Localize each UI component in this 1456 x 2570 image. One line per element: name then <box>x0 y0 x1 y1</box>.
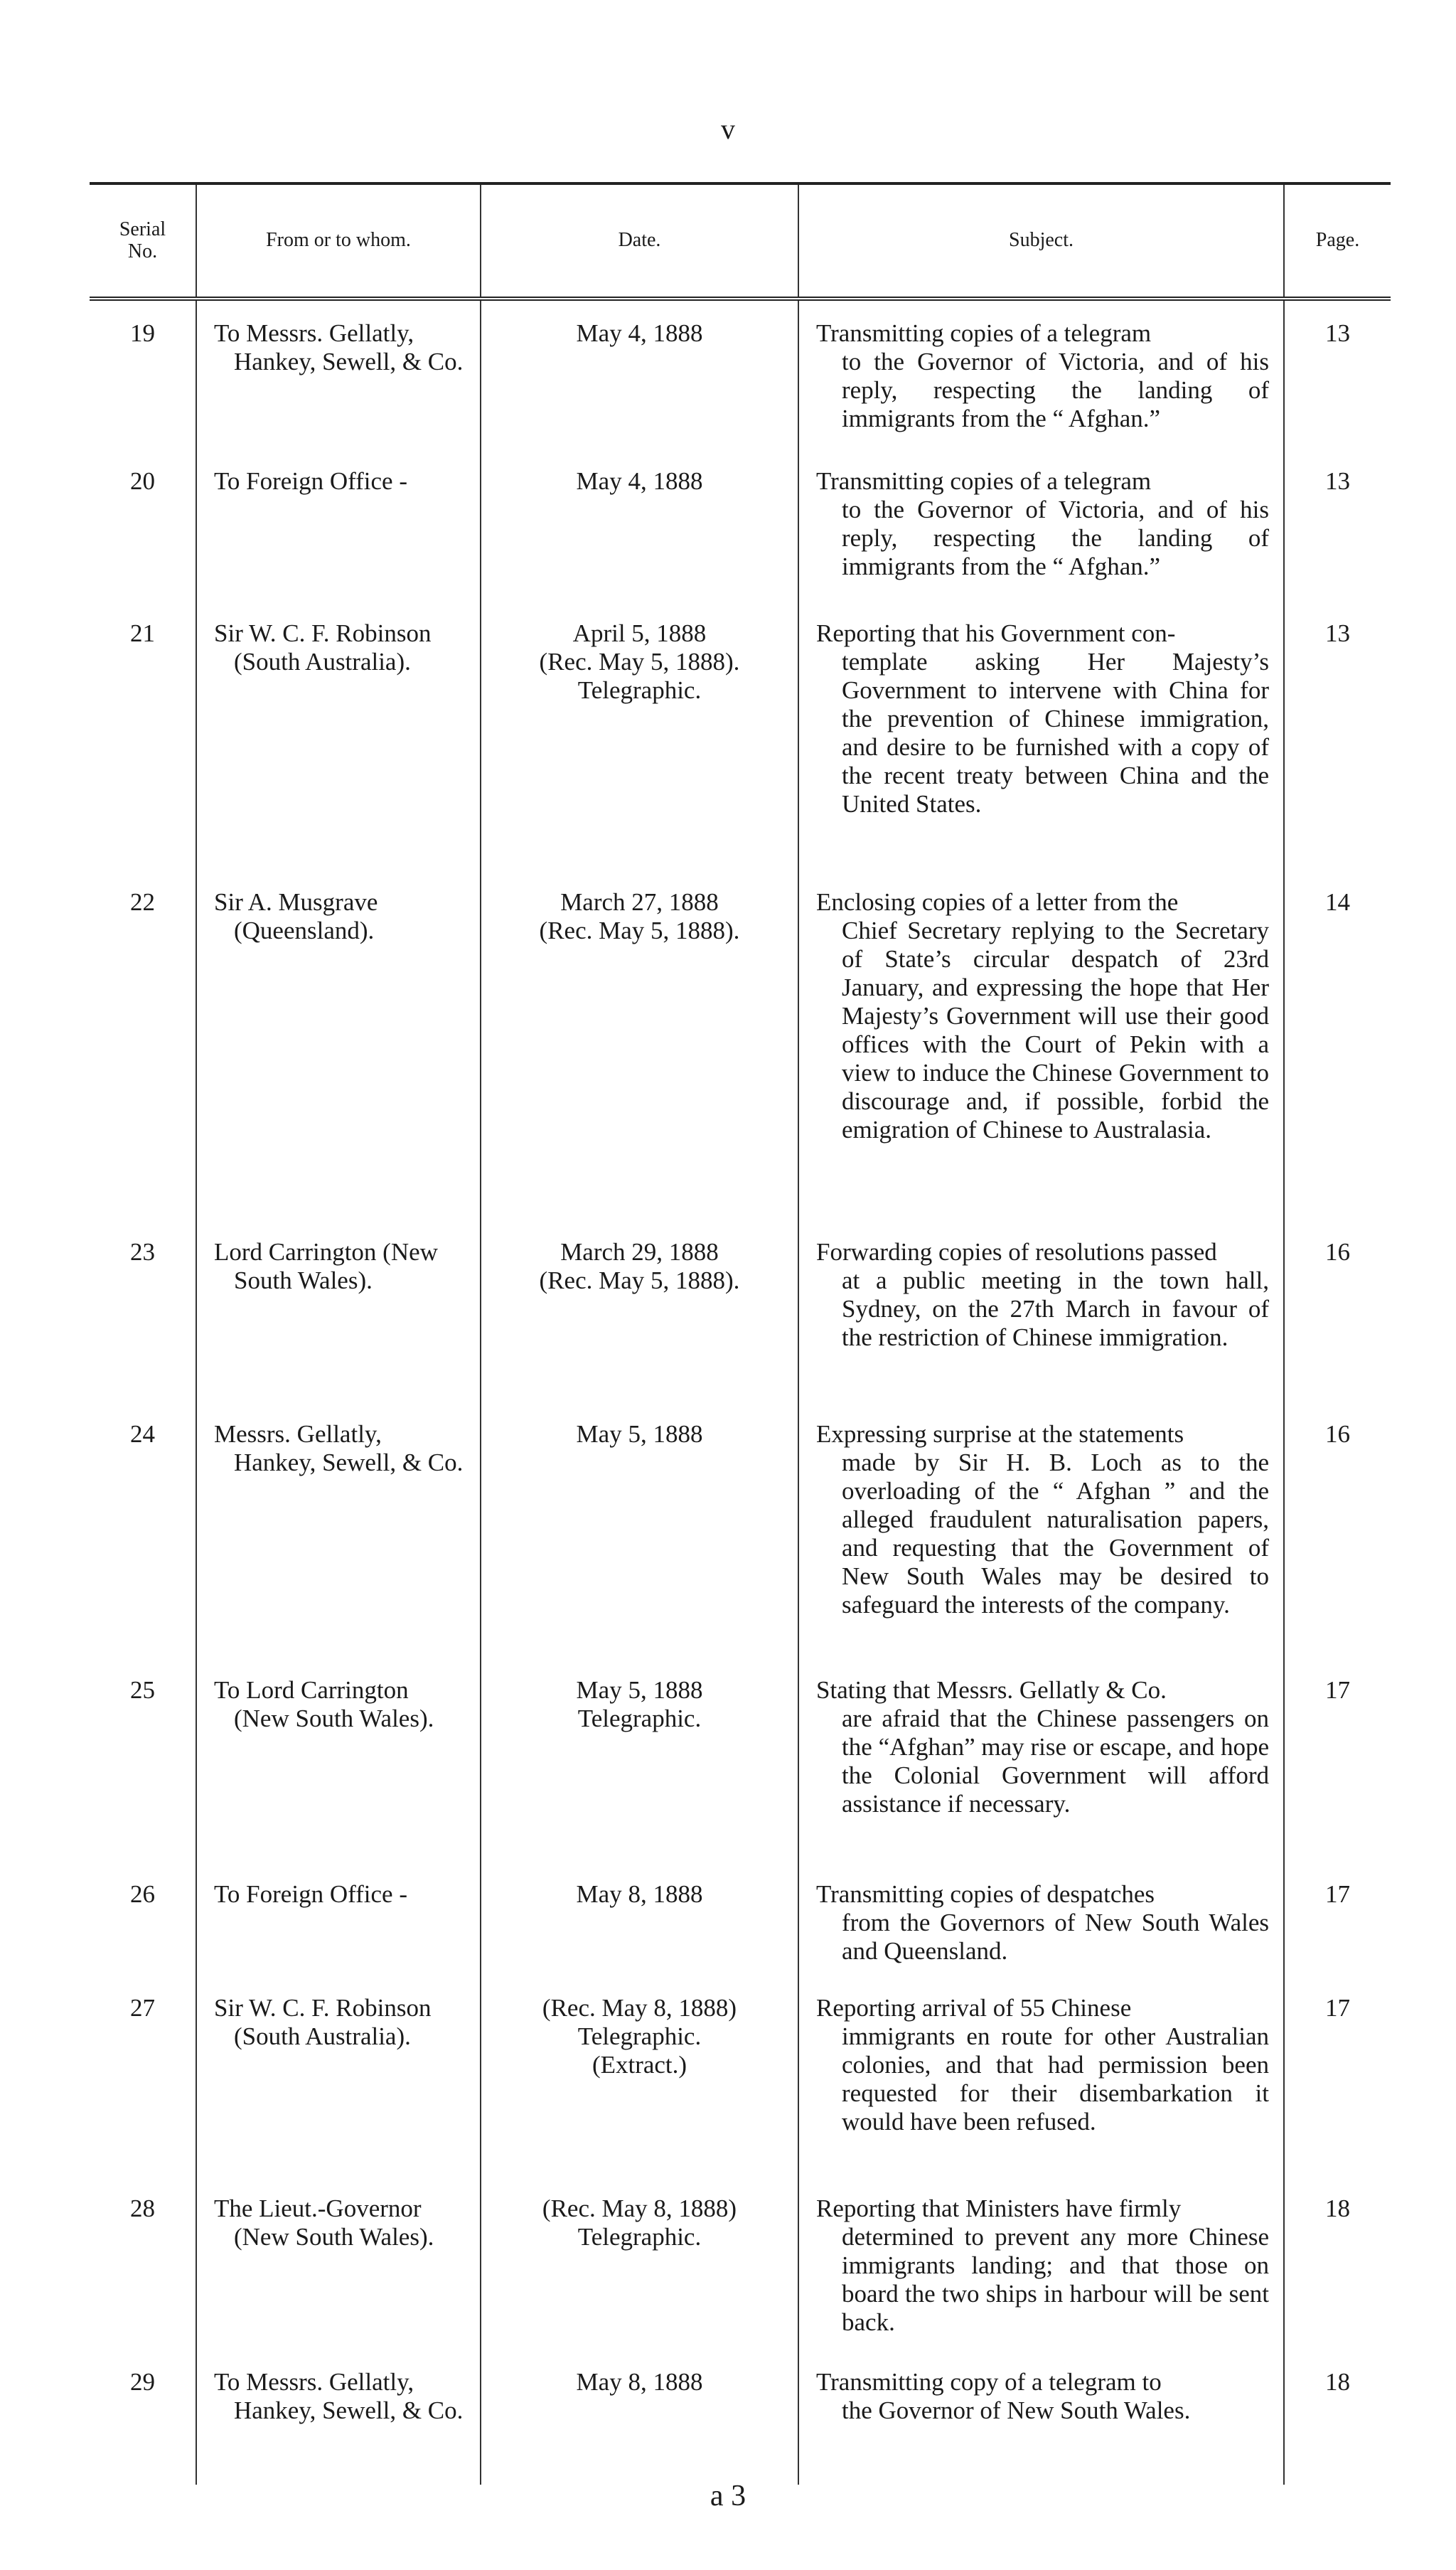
date-line: May 4, 1888 <box>576 319 703 347</box>
subject-text: Expressing surprise at the statements <box>816 1420 1184 1448</box>
header-date: Date. <box>481 183 798 299</box>
subject-text: Forwarding copies of resolutions passed <box>816 1238 1217 1266</box>
from-text: To Messrs. Gellatly, <box>214 2368 414 2396</box>
from-text-continued: (South Australia). <box>234 2022 411 2050</box>
subject-text-continued: template asking Her Majesty’s Government to intervene with China for the prevention of Chinese immigration, and desire to be furnished with a copy of the recent treaty between China and the United States. <box>842 648 1269 818</box>
date-cell <box>481 1402 798 1658</box>
from-text-continued: (Queensland). <box>234 917 375 944</box>
subject-text: Enclosing copies of a letter from the <box>816 888 1179 916</box>
subject-cell <box>798 1862 1284 1976</box>
table-row <box>90 1862 1391 1976</box>
table-row <box>90 449 1391 601</box>
subject-cell <box>798 601 1284 870</box>
date-line: Telegraphic. <box>577 2223 702 2251</box>
serial-cell: 25 <box>130 1676 155 1704</box>
subject-text-continued: immigrants en route for other Australian colonies, and that had permission been requested for their disembarkation it would have been refused. <box>842 2022 1269 2136</box>
subject-cell <box>798 1976 1284 2176</box>
serial-cell: 29 <box>130 2368 155 2396</box>
signature-mark: a 3 <box>710 2480 746 2512</box>
from-cell <box>196 601 481 870</box>
subject-cell <box>798 299 1284 449</box>
from-text: Sir A. Musgrave <box>214 888 378 916</box>
from-cell <box>196 449 481 601</box>
header-page: Page. <box>1284 183 1391 299</box>
serial-cell: 22 <box>130 888 155 916</box>
from-cell <box>196 1976 481 2176</box>
subject-text: Transmitting copy of a telegram to <box>816 2368 1162 2396</box>
date-line: May 8, 1888 <box>576 1880 703 1908</box>
from-cell <box>196 1220 481 1402</box>
page-cell: 13 <box>1284 299 1391 449</box>
from-text-continued: Hankey, Sewell, & Co. <box>234 348 464 375</box>
subject-text: Reporting arrival of 55 Chinese <box>816 1994 1132 2022</box>
subject-cell <box>798 1220 1284 1402</box>
from-text: The Lieut.-Governor <box>214 2195 422 2222</box>
from-text-continued: (New South Wales). <box>234 2223 434 2251</box>
page-cell: 17 <box>1284 1658 1391 1862</box>
serial-cell: 20 <box>130 467 155 495</box>
serial-cell: 28 <box>130 2195 155 2222</box>
subject-text: Reporting that Ministers have firmly <box>816 2195 1182 2222</box>
table-row <box>90 601 1391 870</box>
subject-cell <box>798 2176 1284 2350</box>
subject-text: Transmitting copies of a telegram <box>816 319 1152 347</box>
date-cell <box>481 2350 798 2485</box>
from-text-continued: (South Australia). <box>234 648 411 676</box>
from-text-continued: South Wales). <box>234 1267 373 1294</box>
date-line: (Rec. May 8, 1888) <box>542 2195 737 2222</box>
from-text-continued: (New South Wales). <box>234 1705 434 1732</box>
from-text: Sir W. C. F. Robinson <box>214 1994 432 2022</box>
subject-cell <box>798 870 1284 1220</box>
subject-cell <box>798 1658 1284 1862</box>
date-cell <box>481 449 798 601</box>
serial-cell: 26 <box>130 1880 155 1908</box>
from-text-continued: Hankey, Sewell, & Co. <box>234 2396 464 2424</box>
date-line: (Extract.) <box>592 2051 687 2079</box>
date-cell <box>481 601 798 870</box>
subject-text-continued: made by Sir H. B. Loch as to the overloading of the “ Afghan ” and the alleged fraudulent naturalisation papers, and requesting that the Government of New South Wales may be desired to safeguard the interests of the company. <box>842 1449 1269 1619</box>
date-cell <box>481 299 798 449</box>
page-cell: 18 <box>1284 2350 1391 2485</box>
date-line: May 4, 1888 <box>576 467 703 495</box>
table-row <box>90 1402 1391 1658</box>
from-cell <box>196 1862 481 1976</box>
date-line: May 5, 1888 <box>576 1420 703 1448</box>
date-line: May 8, 1888 <box>576 2368 703 2396</box>
page-cell: 14 <box>1284 870 1391 1220</box>
subject-text: Reporting that his Government con- <box>816 619 1176 647</box>
date-line: Telegraphic. <box>577 676 702 704</box>
date-line: (Rec. May 5, 1888). <box>539 1267 740 1294</box>
date-cell <box>481 2176 798 2350</box>
table-row <box>90 1976 1391 2176</box>
header-serial: Serial No. <box>119 218 166 262</box>
date-line: April 5, 1888 <box>572 619 707 647</box>
serial-cell: 19 <box>130 319 155 347</box>
subject-text-continued: Chief Secretary replying to the Secretary of State’s circular despatch of 23rd January, and expressing the hope that Her Majesty’s Government will use their good offices with the Court of Pekin with a view to induce the Chinese Government to discourage and, if possible, forbid the emigration of Chinese to Australasia. <box>842 917 1269 1143</box>
date-cell <box>481 1862 798 1976</box>
serial-cell: 23 <box>130 1238 155 1266</box>
from-cell <box>196 1402 481 1658</box>
page-cell: 17 <box>1284 1862 1391 1976</box>
page-number: v <box>721 113 735 145</box>
subject-text-continued: determined to prevent any more Chinese immigrants landing; and that those on board the two ships in harbour will be sent back. <box>842 2223 1269 2336</box>
date-line: March 27, 1888 <box>560 888 719 916</box>
from-text: To Foreign Office - <box>214 1880 407 1908</box>
subject-text-continued: to the Governor of Victoria, and of his reply, respecting the landing of immigrants from the “ Afghan.” <box>842 496 1269 580</box>
from-cell <box>196 870 481 1220</box>
from-text: To Foreign Office - <box>214 467 407 495</box>
date-cell <box>481 1976 798 2176</box>
from-text: To Messrs. Gellatly, <box>214 319 414 347</box>
from-text: Sir W. C. F. Robinson <box>214 619 432 647</box>
header-subject: Subject. <box>798 183 1284 299</box>
date-line: Telegraphic. <box>577 2022 702 2050</box>
page-cell: 18 <box>1284 2176 1391 2350</box>
date-line: (Rec. May 5, 1888). <box>539 917 740 944</box>
serial-cell: 24 <box>130 1420 155 1448</box>
page-cell: 13 <box>1284 601 1391 870</box>
from-text: Lord Carrington (New <box>214 1238 438 1266</box>
date-line: May 5, 1888 <box>576 1676 703 1704</box>
from-cell <box>196 2350 481 2485</box>
subject-cell <box>798 1402 1284 1658</box>
from-text: To Lord Carrington <box>214 1676 409 1704</box>
subject-text-continued: at a public meeting in the town hall, Sydney, on the 27th March in favour of the restriction of Chinese immigration. <box>842 1267 1269 1351</box>
date-line: March 29, 1888 <box>560 1238 719 1266</box>
subject-text-continued: to the Governor of Victoria, and of his reply, respecting the landing of immigrants from the “ Afghan.” <box>842 348 1269 432</box>
subject-text-continued: the Governor of New South Wales. <box>842 2396 1191 2424</box>
subject-text-continued: are afraid that the Chinese passengers on the “Afghan” may rise or escape, and hope the Colonial Government will afford assistance if necessary. <box>842 1705 1269 1818</box>
header-from: From or to whom. <box>196 183 481 299</box>
from-cell <box>196 1658 481 1862</box>
date-line: Telegraphic. <box>577 1705 702 1732</box>
date-cell <box>481 870 798 1220</box>
table-row <box>90 870 1391 1220</box>
page-cell: 13 <box>1284 449 1391 601</box>
table-header-row <box>90 183 1391 299</box>
serial-cell: 27 <box>130 1994 155 2022</box>
table-row <box>90 1220 1391 1402</box>
from-cell <box>196 299 481 449</box>
table-body <box>90 299 1391 2485</box>
from-text: Messrs. Gellatly, <box>214 1420 382 1448</box>
from-cell <box>196 2176 481 2350</box>
date-cell <box>481 1658 798 1862</box>
table-row <box>90 2176 1391 2350</box>
date-line: (Rec. May 8, 1888) <box>542 1994 737 2022</box>
subject-text: Transmitting copies of despatches <box>816 1880 1155 1908</box>
subject-cell <box>798 449 1284 601</box>
page-cell: 17 <box>1284 1976 1391 2176</box>
correspondence-table <box>90 182 1391 2485</box>
page-cell: 16 <box>1284 1402 1391 1658</box>
subject-text-continued: from the Governors of New South Wales and Queensland. <box>842 1909 1269 1965</box>
table-row <box>90 299 1391 449</box>
date-line: (Rec. May 5, 1888). <box>539 648 740 676</box>
subject-text: Transmitting copies of a telegram <box>816 467 1152 495</box>
from-text-continued: Hankey, Sewell, & Co. <box>234 1449 464 1476</box>
page-cell: 16 <box>1284 1220 1391 1402</box>
table-row <box>90 1658 1391 1862</box>
subject-text: Stating that Messrs. Gellatly & Co. <box>816 1676 1167 1704</box>
serial-cell: 21 <box>130 619 155 647</box>
subject-cell <box>798 2350 1284 2485</box>
date-cell <box>481 1220 798 1402</box>
table-row <box>90 2350 1391 2485</box>
